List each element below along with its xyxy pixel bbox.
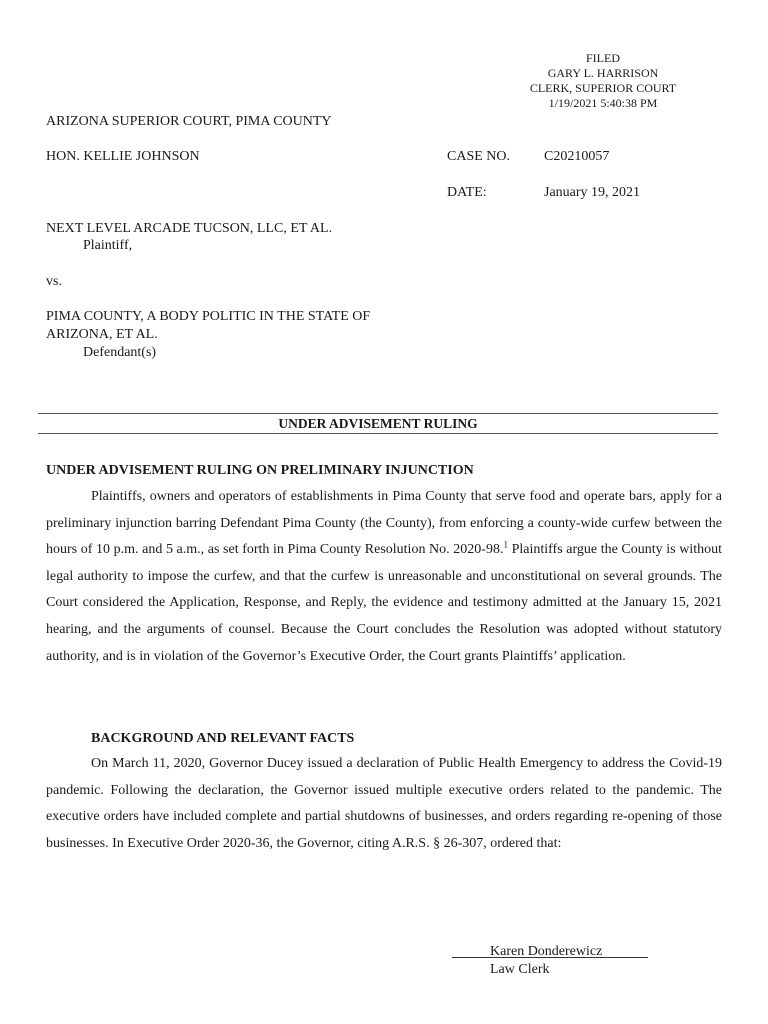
banner-title: UNDER ADVISEMENT RULING [278,416,478,431]
case-number-value: C20210057 [544,149,610,164]
filed-stamp-line1: FILED [586,51,620,65]
signature-line [452,957,648,958]
date-value: January 19, 2021 [544,185,641,200]
ruling-heading: UNDER ADVISEMENT RULING ON PRELIMINARY INJUNCTION [46,463,474,478]
judge-name: HON. KELLIE JOHNSON [46,149,200,164]
background-paragraph-1: On March 11, 2020, Governor Ducey issued a declaration of Public Health Emergency to address the Covid-19 pandemic. Following the declaration, the Governor issued multiple executive orders related to the pandemic. The executive orders have included complete and partial shutdowns of businesses, and orders regarding re-opening of those businesses. In Executive Order 2020-36, the Governor, citing A.R.S. § 26-307, ordered that: [46,756,722,851]
plaintiff-name: NEXT LEVEL ARCADE TUCSON, LLC, ET AL. [46,221,333,236]
background-body [46,751,722,857]
ruling-paragraph-1-continued: Plaintiffs argue the County is without legal authority to impose the curfew, and that the curfew is unreasonable and unconstitutional on several grounds. The Court considered the Application, Response, and Reply, the evidence and testimony admitted at the January 15, 2021 hearing, and the arguments of counsel. Because the Court concludes the Resolution was adopted without statutory authority, and is in violation of the Governor’s Executive Order, the Court grants Plaintiffs’ application. [46,542,722,664]
defendant-name-line1: PIMA COUNTY, A BODY POLITIC IN THE STATE OF [46,309,371,324]
background-heading: BACKGROUND AND RELEVANT FACTS [91,731,355,746]
filed-stamp-line4: 1/19/2021 5:40:38 PM [548,96,658,110]
defendant-role: Defendant(s) [83,345,157,360]
footnote-marker: 1 [503,539,508,550]
court-name: ARIZONA SUPERIOR COURT, PIMA COUNTY [46,114,332,129]
banner-top-rule [38,413,718,414]
versus-label: vs. [46,274,62,289]
ruling-paragraph-1-text: Plaintiffs, owners and operators of establishments in Pima County that serve food and operate bars, apply for a preliminary injunction barring Defendant Pima County (the County), from enforcing a county-wide curfew between the hours of 10 p.m. and 5 a.m., as set forth in Pima County Resolution No. 2020-98. [46,489,722,558]
defendant-name-line2: ARIZONA, ET AL. [46,327,158,342]
filed-stamp-line3: CLERK, SUPERIOR COURT [529,81,677,95]
ruling-body [46,484,722,670]
case-number-label: CASE NO. [447,149,511,164]
filed-stamp-line2: GARY L. HARRISON [547,66,659,80]
date-label: DATE: [447,185,487,200]
ruling-paragraph-1 [46,484,722,670]
plaintiff-role: Plaintiff, [83,238,133,253]
filed-stamp [500,51,706,111]
signature-name: Karen Donderewicz [490,944,603,959]
banner-bottom-rule [38,433,718,434]
signature-title: Law Clerk [490,962,550,977]
